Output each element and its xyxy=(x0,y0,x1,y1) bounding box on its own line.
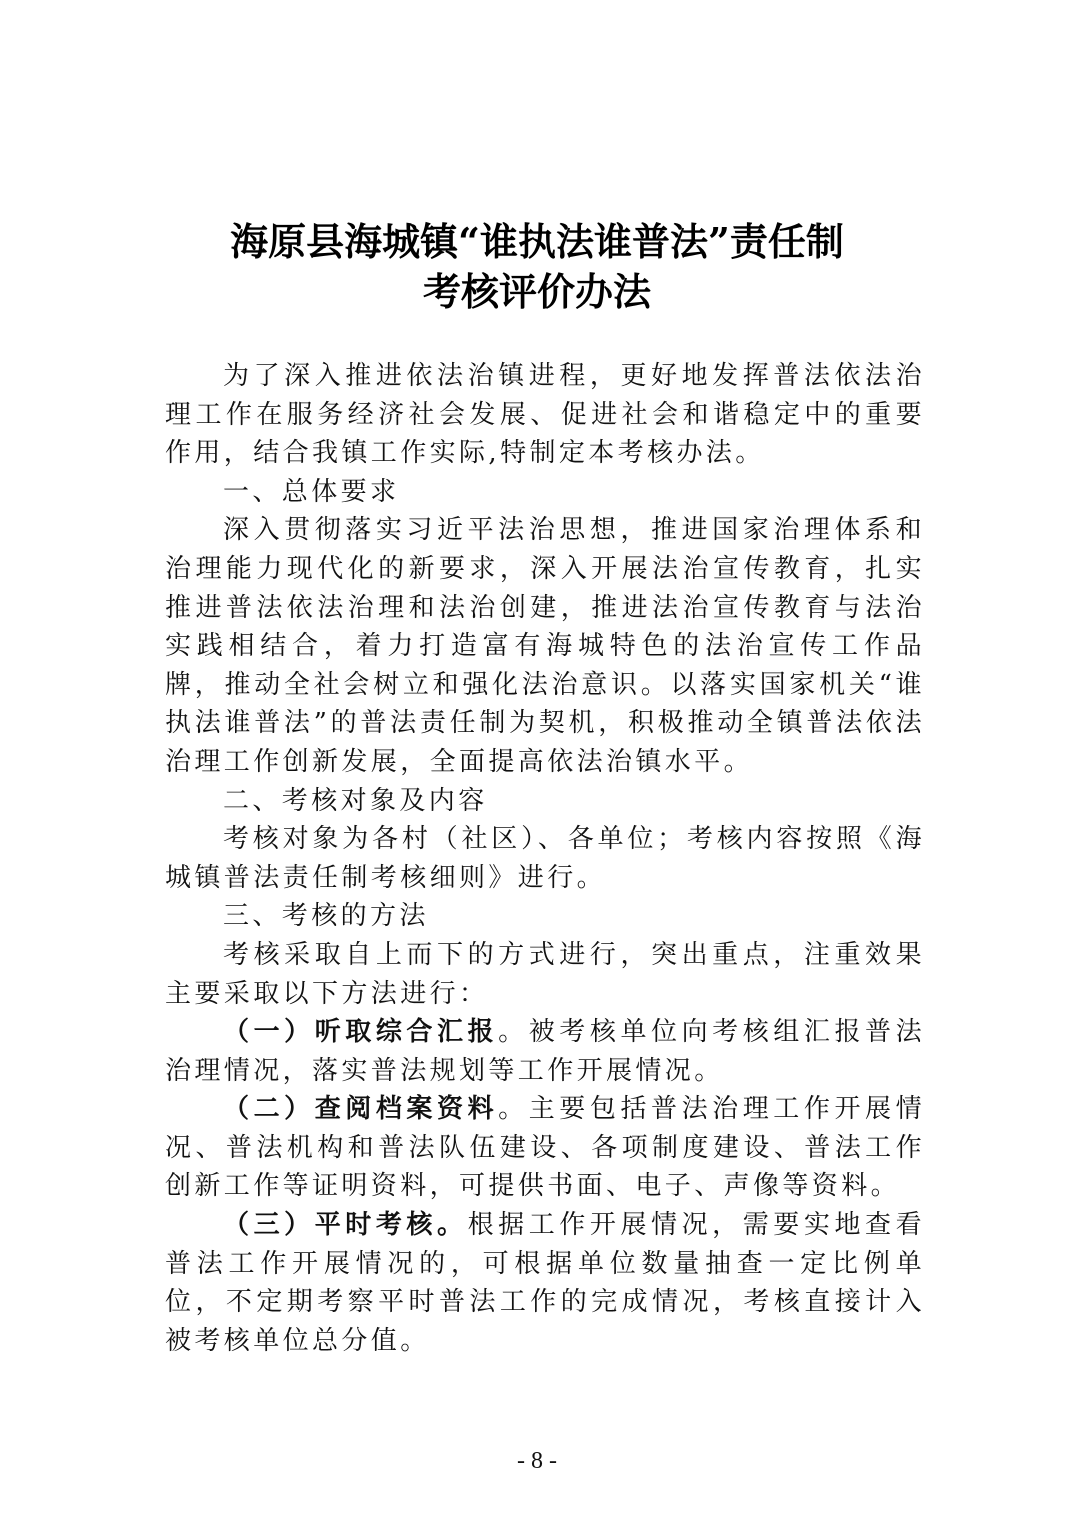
document-title-line-1: 海原县海城镇“谁执法谁普法”责任制 xyxy=(230,219,844,264)
method-item-2-text: 。主要包括普法治理工作开展情况、普法机构和普法队伍建设、各项制度建设、普法工作创新工作等证明资料，可提供书面、电子、声像等资料。 xyxy=(165,1094,925,1202)
section-text-objects-content: 考核对象为各村（社区）、各单位；考核内容按照《海城镇普法责任制考核细则》进行。 xyxy=(165,824,925,893)
method-item-2 xyxy=(165,1090,925,1206)
section-heading-objects-content: 二、考核对象及内容 xyxy=(223,785,488,816)
section-heading-methods: 三、考核的方法 xyxy=(223,901,429,932)
section-text-methods: 考核采取自上而下的方式进行，突出重点，注重效果主要采取以下方法进行： xyxy=(165,939,925,1009)
intro-paragraph: 为了深入推进依法治镇进程，更好地发挥普法依法治理工作在服务经济社会发展、促进社会和谐稳定中的重要作用，结合我镇工作实际,特制定本考核办法。 xyxy=(165,361,925,469)
method-item-1-text: 。被考核单位向考核组汇报普法治理情况，落实普法规划等工作开展情况。 xyxy=(165,1017,925,1086)
method-item-3 xyxy=(165,1206,925,1360)
method-item-2-label: （二）查阅档案资料 xyxy=(223,1094,499,1125)
page-number: - 8 - xyxy=(517,1448,557,1474)
section-text-general-requirements: 深入贯彻落实习近平法治思想，推进国家治理体系和治理能力现代化的新要求，深入开展法治宣传教育，扎实推进普法依法治理和法治创建，推进法治宣传教育与法治实践相结合，着力打造富有海城特色的法治宣传工作品牌，推动全社会树立和强化法治意识。以落实国家机关“谁执法谁普法”的普法责任制为契机，积极推动全镇普法依法治理工作创新发展，全面提高依法治镇水平。 xyxy=(165,515,925,777)
document-title-line-2: 考核评价办法 xyxy=(422,269,651,314)
method-item-1-label: （一）听取综合汇报 xyxy=(223,1017,499,1048)
document-body xyxy=(165,357,925,1360)
method-item-3-label: （三）平时考核。 xyxy=(223,1210,468,1241)
method-item-3-text: 根据工作开展情况，需要实地查看普法工作开展情况的，可根据单位数量抽查一定比例单位，不定期考察平时普法工作的完成情况，考核直接计入被考核单位总分值。 xyxy=(165,1210,925,1356)
section-heading-general-requirements: 一、总体要求 xyxy=(223,476,400,507)
method-item-1 xyxy=(165,1013,925,1090)
